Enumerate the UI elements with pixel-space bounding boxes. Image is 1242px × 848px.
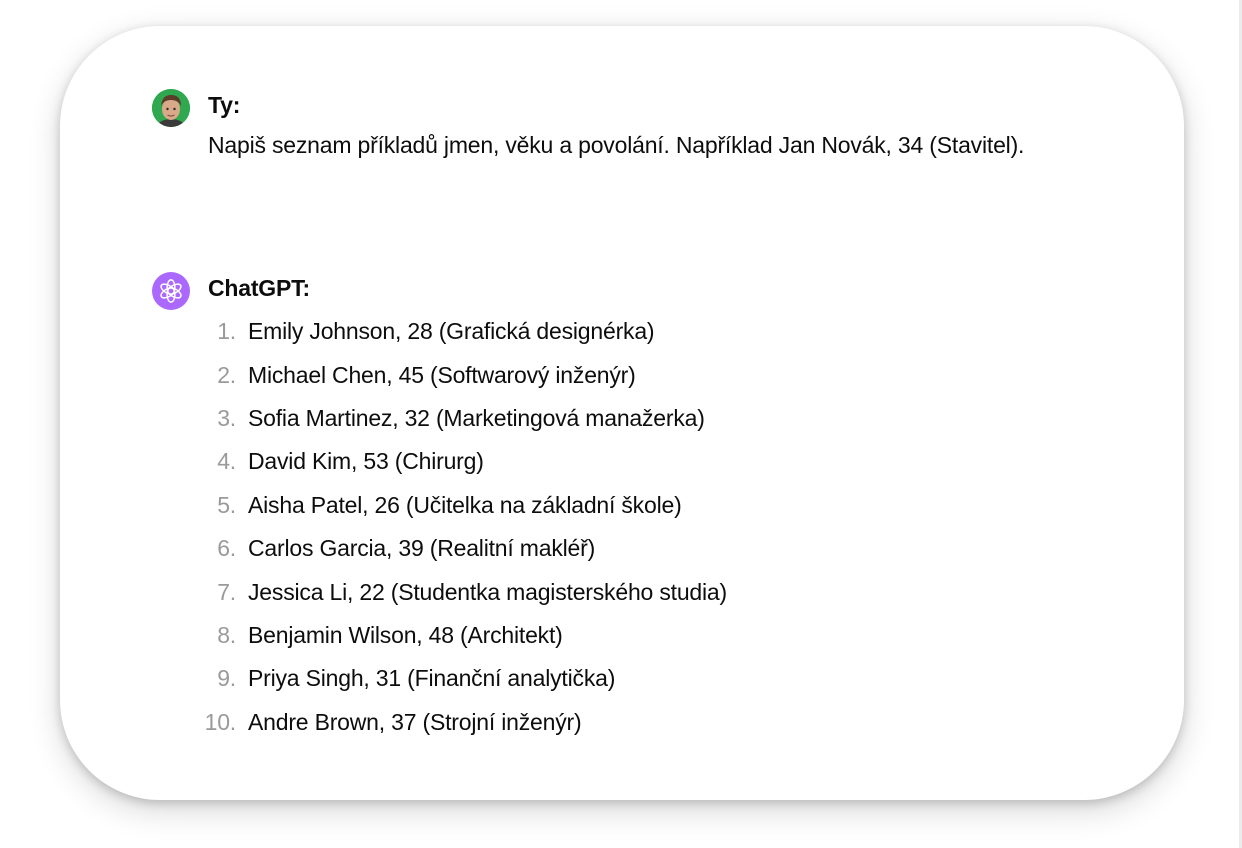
list-item xyxy=(190,440,727,483)
user-photo-icon xyxy=(152,89,190,127)
list-item-text: Benjamin Wilson, 48 (Architekt) xyxy=(248,621,563,648)
list-item-text: Sofia Martinez, 32 (Marketingová manažerka) xyxy=(248,404,705,431)
list-item-number: 2. xyxy=(217,361,236,388)
list-item-number: 6. xyxy=(217,535,236,562)
list-item-number: 7. xyxy=(217,578,236,605)
list-item-text: Jessica Li, 22 (Studentka magisterského studia) xyxy=(248,578,727,605)
list-item-text: Michael Chen, 45 (Softwarový inženýr) xyxy=(248,361,636,388)
list-item-text: David Kim, 53 (Chirurg) xyxy=(248,448,484,475)
list-item-text: Andre Brown, 37 (Strojní inženýr) xyxy=(248,708,582,735)
list-item-number: 5. xyxy=(217,491,236,518)
list-item xyxy=(190,527,727,570)
list-item xyxy=(190,310,727,353)
list-item-number: 8. xyxy=(217,621,236,648)
chatgpt-avatar xyxy=(152,272,190,310)
chatgpt-author-label: ChatGPT: xyxy=(208,275,310,301)
user-author-label: Ty: xyxy=(208,92,241,118)
list-item xyxy=(190,614,727,657)
list-item-number: 9. xyxy=(217,665,236,692)
user-avatar xyxy=(152,89,190,127)
answer-list xyxy=(190,310,727,744)
openai-logo-icon xyxy=(158,278,184,304)
conversation-card xyxy=(60,26,1184,800)
list-item-number: 4. xyxy=(217,448,236,475)
list-item xyxy=(190,353,727,396)
list-item-text: Priya Singh, 31 (Finanční analytička) xyxy=(248,665,616,692)
list-item-number: 10. xyxy=(204,708,236,735)
list-item-number: 3. xyxy=(217,404,236,431)
list-item-text: Emily Johnson, 28 (Grafická designérka) xyxy=(248,318,655,345)
list-item-text: Aisha Patel, 26 (Učitelka na základní škole) xyxy=(248,491,682,518)
list-item xyxy=(190,657,727,700)
list-item xyxy=(190,397,727,440)
user-message-text: Napiš seznam příkladů jmen, věku a povolání. Například Jan Novák, 34 (Stavitel). xyxy=(208,132,1025,158)
list-item-number: 1. xyxy=(217,318,236,345)
list-item xyxy=(190,484,727,527)
list-item xyxy=(190,701,727,744)
list-item xyxy=(190,570,727,613)
list-item-text: Carlos Garcia, 39 (Realitní makléř) xyxy=(248,535,596,562)
